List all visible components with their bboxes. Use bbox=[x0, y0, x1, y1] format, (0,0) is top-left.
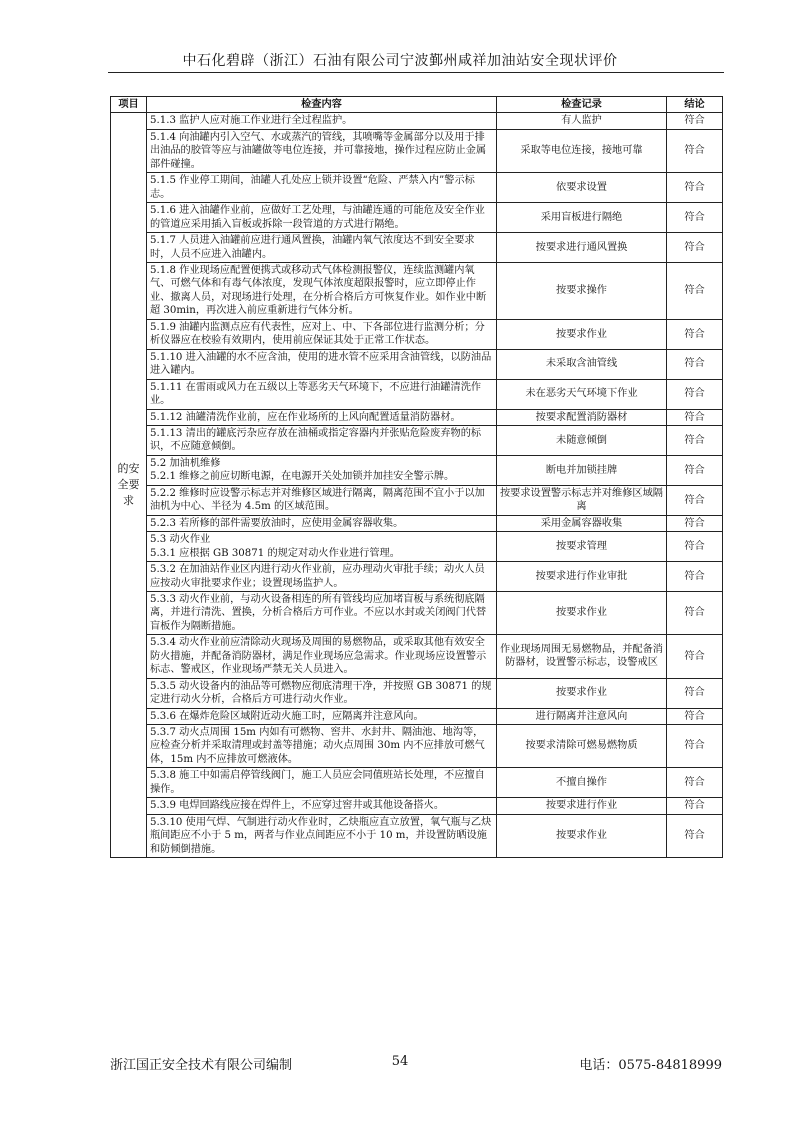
table-row bbox=[111, 532, 723, 562]
cell-record: 断电并加锁挂牌 bbox=[497, 455, 667, 485]
table-row bbox=[111, 485, 723, 515]
table-row bbox=[111, 725, 723, 768]
cell-result: 符合 bbox=[667, 708, 723, 724]
cell-record: 按要求进行作业 bbox=[497, 798, 667, 814]
table-row bbox=[111, 425, 723, 455]
cell-record: 进行隔离并注意风向 bbox=[497, 708, 667, 724]
cell-content: 5.3.8 施工中如需启停管线阀门，施工人员应会同值班站长处理，不应擅自操作。 bbox=[147, 768, 497, 798]
table-row bbox=[111, 379, 723, 409]
cell-content: 5.3.5 动火设备内的油品等可燃物应彻底清理干净，并按照 GB 30871 的规定进行动火分析，合格后方可进行动火作业。 bbox=[147, 678, 497, 708]
table-row bbox=[111, 798, 723, 814]
cell-content: 5.1.5 作业停工期间，油罐人孔处应上锁并设置“危险、严禁入内”警示标志。 bbox=[147, 173, 497, 203]
table-row bbox=[111, 173, 723, 203]
cell-content: 5.1.8 作业现场应配置便携式或移动式气体检测报警仪，连续监测罐内氧气、可燃气体和有毒气体浓度，发现气体浓度超限报警时，应立即停止作业、撤离人员，对现场进行处理，在分析合格后方可恢复作业。如作业中断超 30min，再次进入前应重新进行气体分析。 bbox=[147, 262, 497, 319]
footer-company: 浙江国正安全技术有限公司编制 bbox=[110, 1058, 293, 1073]
cell-result: 符合 bbox=[667, 409, 723, 425]
cell-record: 按要求清除可燃易燃物质 bbox=[497, 725, 667, 768]
cell-result: 符合 bbox=[667, 591, 723, 634]
table-row bbox=[111, 562, 723, 592]
cell-record: 按要求作业 bbox=[497, 319, 667, 349]
cell-record: 按要求进行通风置换 bbox=[497, 233, 667, 263]
table-row bbox=[111, 708, 723, 724]
cell-content: 5.3.4 动火作业前应清除动火现场及周围的易燃物品，或采取其他有效安全防火措施，并配备消防器材，满足作业现场应急需求。作业现场应设置警示标志、警戒区，作业现场严禁无关人员进入。 bbox=[147, 635, 497, 678]
cell-record: 有人监护 bbox=[497, 113, 667, 129]
cell-record: 未随意倾倒 bbox=[497, 425, 667, 455]
cell-content: 5.3.10 使用气焊、气制进行动火作业时，乙炔瓶应直立放置，氧气瓶与乙炔瓶间距应不小于 5 m，两者与作业点间距应不小于 10 m，并设置防晒设施和防倾倒措施。 bbox=[147, 814, 497, 857]
cell-result: 符合 bbox=[667, 814, 723, 857]
cell-record: 按要求设置警示标志并对维修区域隔离 bbox=[497, 485, 667, 515]
cell-result: 符合 bbox=[667, 515, 723, 531]
cell-content: 5.2.2 维修时应设警示标志并对维修区域进行隔离，隔离范围不宜小于以加油机为中心、半径为 4.5m 的区域范围。 bbox=[147, 485, 497, 515]
cell-result: 符合 bbox=[667, 425, 723, 455]
cell-result: 符合 bbox=[667, 262, 723, 319]
cell-content: 5.3.2 在加油站作业区内进行动火作业前，应办理动火审批手续；动火人员应按动火审批要求作业；设置现场监护人。 bbox=[147, 562, 497, 592]
table-row bbox=[111, 515, 723, 531]
cell-content: 5.2 加油机维修 5.2.1 维修之前应切断电源，在电源开关处加锁并加挂安全警示牌。 bbox=[147, 455, 497, 485]
table-row bbox=[111, 319, 723, 349]
table-row bbox=[111, 678, 723, 708]
cell-result: 符合 bbox=[667, 113, 723, 129]
cell-result: 符合 bbox=[667, 173, 723, 203]
table-row bbox=[111, 113, 723, 129]
cell-content: 5.3.6 在爆炸危险区域附近动火施工时，应隔离并注意风向。 bbox=[147, 708, 497, 724]
cell-content: 5.1.12 油罐清洗作业前，应在作业场所的上风向配置适量消防器材。 bbox=[147, 409, 497, 425]
cell-record: 未采取含油管线 bbox=[497, 349, 667, 379]
cell-record: 按要求操作 bbox=[497, 262, 667, 319]
table-row bbox=[111, 262, 723, 319]
cell-item: 的安全要求 bbox=[111, 113, 147, 858]
table-row bbox=[111, 591, 723, 634]
cell-content: 5.3.7 动火点周围 15m 内如有可燃物、窖井、水封井、隔油池、地沟等，应检查分析并采取清理或封盖等措施；动火点周围 30m 内不应排放可燃气体，15m 内不应排放可燃液体。 bbox=[147, 725, 497, 768]
table-row bbox=[111, 768, 723, 798]
page-header-title: 中石化碧辟（浙江）石油有限公司宁波鄞州咸祥加油站安全现状评价 bbox=[182, 53, 618, 69]
cell-record: 按要求作业 bbox=[497, 814, 667, 857]
cell-record: 采用盲板进行隔绝 bbox=[497, 203, 667, 233]
cell-record: 采取等电位连接，接地可靠 bbox=[497, 129, 667, 172]
table-row bbox=[111, 635, 723, 678]
cell-content: 5.1.11 在雷雨或风力在五级以上等恶劣天气环境下，不应进行油罐清洗作业。 bbox=[147, 379, 497, 409]
header-divider bbox=[108, 72, 724, 73]
column-header-item: 项目 bbox=[111, 97, 147, 113]
cell-result: 符合 bbox=[667, 635, 723, 678]
cell-result: 符合 bbox=[667, 678, 723, 708]
cell-result: 符合 bbox=[667, 203, 723, 233]
cell-result: 符合 bbox=[667, 485, 723, 515]
cell-result: 符合 bbox=[667, 379, 723, 409]
cell-content: 5.1.9 油罐内监测点应有代表性，应对上、中、下各部位进行监测分析；分析仪器应在校验有效期内，使用前应保证其处于正常工作状态。 bbox=[147, 319, 497, 349]
cell-content: 5.3.9 电焊回路线应接在焊件上，不应穿过窖井或其他设备搭火。 bbox=[147, 798, 497, 814]
column-header-result: 结论 bbox=[667, 97, 723, 113]
cell-record: 按要求管理 bbox=[497, 532, 667, 562]
cell-result: 符合 bbox=[667, 455, 723, 485]
table-row bbox=[111, 409, 723, 425]
cell-result: 符合 bbox=[667, 725, 723, 768]
cell-result: 符合 bbox=[667, 532, 723, 562]
cell-content: 5.1.13 清出的罐底污杂应存放在油桶或指定容器内并张贴危险废弃物的标识，不应随意倾倒。 bbox=[147, 425, 497, 455]
cell-content: 5.2.3 若所修的部件需要放油时，应使用金属容器收集。 bbox=[147, 515, 497, 531]
cell-content: 5.1.4 向油罐内引入空气、水或蒸汽的管线，其喷嘴等金属部分以及用于排出油品的胶管等应与油罐做等电位连接，并可靠接地，操作过程应防止金属部件碰撞。 bbox=[147, 129, 497, 172]
table-body bbox=[111, 113, 723, 858]
cell-record: 未在恶劣天气环境下作业 bbox=[497, 379, 667, 409]
table-row bbox=[111, 233, 723, 263]
cell-record: 依要求设置 bbox=[497, 173, 667, 203]
cell-content: 5.1.10 进入油罐的水不应含油，使用的进水管不应采用含油管线，以防油品进入罐内。 bbox=[147, 349, 497, 379]
table-row bbox=[111, 129, 723, 172]
table-row bbox=[111, 203, 723, 233]
table-header-row bbox=[111, 97, 723, 113]
cell-record: 按要求进行作业审批 bbox=[497, 562, 667, 592]
cell-result: 符合 bbox=[667, 562, 723, 592]
footer-phone: 电话：0575-84818999 bbox=[579, 1058, 722, 1073]
cell-record: 按要求作业 bbox=[497, 678, 667, 708]
table-row bbox=[111, 814, 723, 857]
cell-content: 5.3 动火作业 5.3.1 应根据 GB 30871 的规定对动火作业进行管理。 bbox=[147, 532, 497, 562]
cell-record: 不擅自操作 bbox=[497, 768, 667, 798]
cell-content: 5.1.7 人员进入油罐前应进行通风置换，油罐内氧气浓度达不到安全要求时，人员不应进入油罐内。 bbox=[147, 233, 497, 263]
cell-record: 作业现场周围无易燃物品，并配备消防器材，设置警示标志，设警戒区 bbox=[497, 635, 667, 678]
cell-result: 符合 bbox=[667, 798, 723, 814]
table-row bbox=[111, 455, 723, 485]
column-header-content: 检查内容 bbox=[147, 97, 497, 113]
cell-result: 符合 bbox=[667, 349, 723, 379]
cell-result: 符合 bbox=[667, 768, 723, 798]
inspection-table bbox=[110, 96, 723, 858]
table-row bbox=[111, 349, 723, 379]
cell-content: 5.3.3 动火作业前，与动火设备相连的所有管线均应加堵盲板与系统彻底隔离，并进行清洗、置换，分析合格后方可作业。不应以水封或关闭阀门代替盲板作为隔断措施。 bbox=[147, 591, 497, 634]
cell-record: 采用金属容器收集 bbox=[497, 515, 667, 531]
cell-content: 5.1.3 监护人应对施工作业进行全过程监护。 bbox=[147, 113, 497, 129]
footer-page-number: 54 bbox=[391, 1054, 409, 1069]
cell-content: 5.1.6 进入油罐作业前，应做好工艺处理，与油罐连通的可能危及安全作业的管道应采用插入盲板或拆除一段管道的方式进行隔绝。 bbox=[147, 203, 497, 233]
cell-result: 符合 bbox=[667, 319, 723, 349]
cell-record: 按要求配置消防器材 bbox=[497, 409, 667, 425]
cell-result: 符合 bbox=[667, 129, 723, 172]
column-header-record: 检查记录 bbox=[497, 97, 667, 113]
cell-result: 符合 bbox=[667, 233, 723, 263]
cell-record: 按要求作业 bbox=[497, 591, 667, 634]
